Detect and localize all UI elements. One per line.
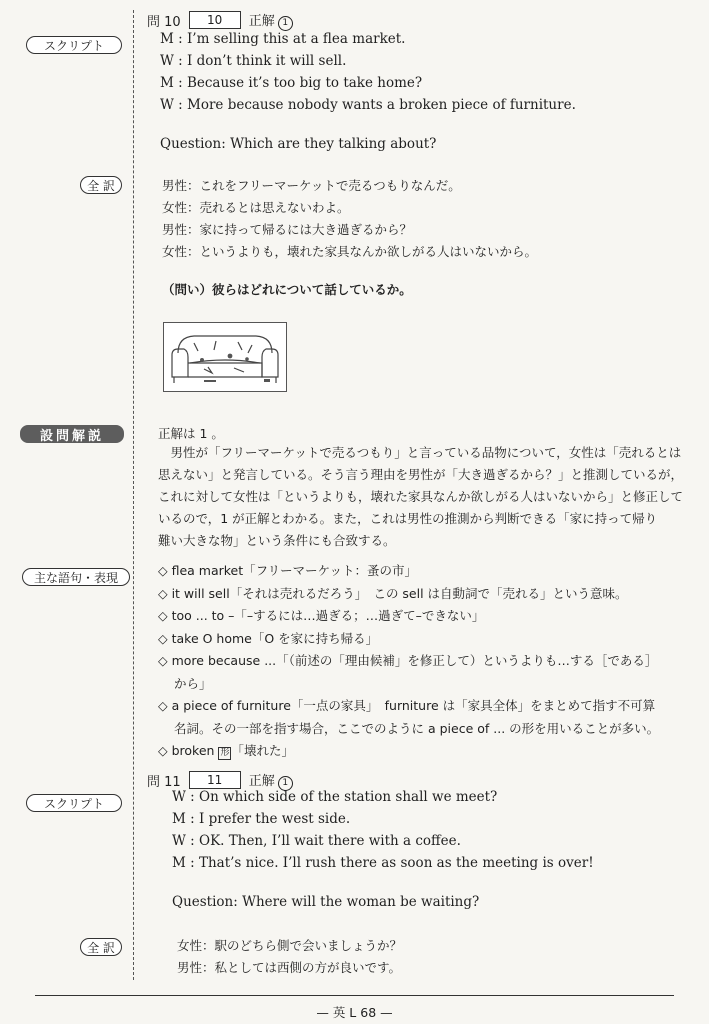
- explanation-body: [158, 442, 698, 552]
- translation-label: 全 訳: [80, 938, 122, 956]
- phrase-item-continued: から」: [174, 675, 212, 691]
- q10-header: [147, 10, 293, 31]
- q10-translation-line: 男性：これをフリーマーケットで売るつもりなんだ。: [162, 178, 461, 193]
- q10-script-line: M : I’m selling this at a flea market.: [160, 31, 406, 47]
- q10-answer-label: 正解 1: [249, 10, 293, 31]
- explanation-label: 設問解説: [20, 425, 124, 443]
- q10-translation-line: 女性：売れるとは思えないわよ。: [162, 200, 350, 215]
- phrase-item: ◇ take O home「O を家に持ち帰る」: [158, 630, 379, 646]
- phrases-label: 主な語句・表現: [22, 568, 130, 586]
- q10-answer-number: 1: [278, 16, 293, 31]
- phrases-list: [158, 560, 703, 763]
- explanation-line: いるので，1 が正解とわかる。また，これは男性の推測から判断できる「家に持って帰り: [158, 511, 658, 526]
- explanation-line: 思えない」と発言している。そう言う理由を男性が「大き過ぎるから？」と推測しているが，: [158, 467, 684, 482]
- q11-question: Question: Where will the woman be waiting?: [172, 894, 480, 910]
- q10-question-jp: （問い）彼らはどれについて話しているか。: [162, 282, 412, 297]
- phrase-item-broken: ◇ broken 形 「壊れた」: [158, 743, 294, 758]
- phrase-item: ◇ more because ...「（前述の「理由候補」を修正して）というよりも…する［である］: [158, 653, 658, 668]
- dashed-divider: [133, 10, 134, 980]
- translation-label: 全 訳: [80, 176, 122, 194]
- explanation-line: これに対して女性は「というよりも，壊れた家具なんか欲しがる人はいないから」と修正して: [158, 489, 684, 504]
- q10-translation-line: 女性：というよりも，壊れた家具なんか欲しがる人はいないから。: [162, 244, 538, 259]
- q10-answer-box: 10: [189, 11, 241, 29]
- adjective-tag: 形: [220, 748, 230, 758]
- q11-script-line: W : On which side of the station shall we meet?: [172, 789, 498, 805]
- q10-translation-line: 男性：家に持って帰るには大き過ぎるから？: [162, 222, 413, 237]
- q10-script-line: W : I don’t think it will sell.: [160, 53, 347, 69]
- explanation-line: 男性が「フリーマーケットで売るつもり」と言っている品物について，女性は「売れるとは: [158, 445, 682, 460]
- q11-translation-line: 女性：駅のどちら側で会いましょうか？: [177, 938, 403, 953]
- script-label: スクリプト: [26, 36, 122, 54]
- explanation-line: 難い大きな物」という条件にも合致する。: [158, 533, 396, 548]
- q11-translation-line: 男性：私としては西側の方が良いです。: [177, 960, 402, 975]
- footer-rule: [35, 995, 674, 996]
- explanation-answer: 正解は 1 。: [158, 426, 224, 441]
- q11-header: [147, 770, 293, 791]
- script-label: スクリプト: [26, 794, 122, 812]
- q11-answer-label: 正解 1: [249, 770, 293, 791]
- page-number: — 英 L 68 —: [316, 1005, 393, 1020]
- q11-answer-number: 1: [278, 776, 293, 791]
- q10-number: 問 10: [147, 14, 181, 30]
- broken-sofa-icon: [164, 323, 286, 391]
- answer-illustration: [163, 322, 287, 392]
- q10-script-line: W : More because nobody wants a broken piece of furniture.: [160, 97, 576, 113]
- q11-number: 問 11: [147, 774, 181, 790]
- phrase-item: ◇ a piece of furniture「一点の家具」 furniture は「家具全体」をまとめて指す不可算: [158, 698, 656, 713]
- q11-script-line: M : That’s nice. I’ll rush there as soon as the meeting is over!: [172, 855, 594, 871]
- q10-question: Question: Which are they talking about?: [160, 136, 437, 152]
- q11-script-line: W : OK. Then, I’ll wait there with a coffee.: [172, 833, 461, 849]
- q11-answer-box: 11: [189, 771, 241, 789]
- phrase-item: ◇ too ... to –「–するには…過ぎる；…過ぎて–できない」: [158, 608, 485, 623]
- phrase-item: ◇ flea market「フリーマーケット：蚤の市」: [158, 563, 418, 578]
- q10-script-line: M : Because it’s too big to take home?: [160, 75, 423, 91]
- phrase-item-continued: 名詞。その一部を指す場合，ここでのように a piece of ... の形を用いることが多い。: [174, 720, 660, 736]
- q11-script-line: M : I prefer the west side.: [172, 811, 351, 827]
- phrase-item: ◇ it will sell「それは売れるだろう」 この sell は自動詞で「売れる」という意味。: [158, 585, 628, 601]
